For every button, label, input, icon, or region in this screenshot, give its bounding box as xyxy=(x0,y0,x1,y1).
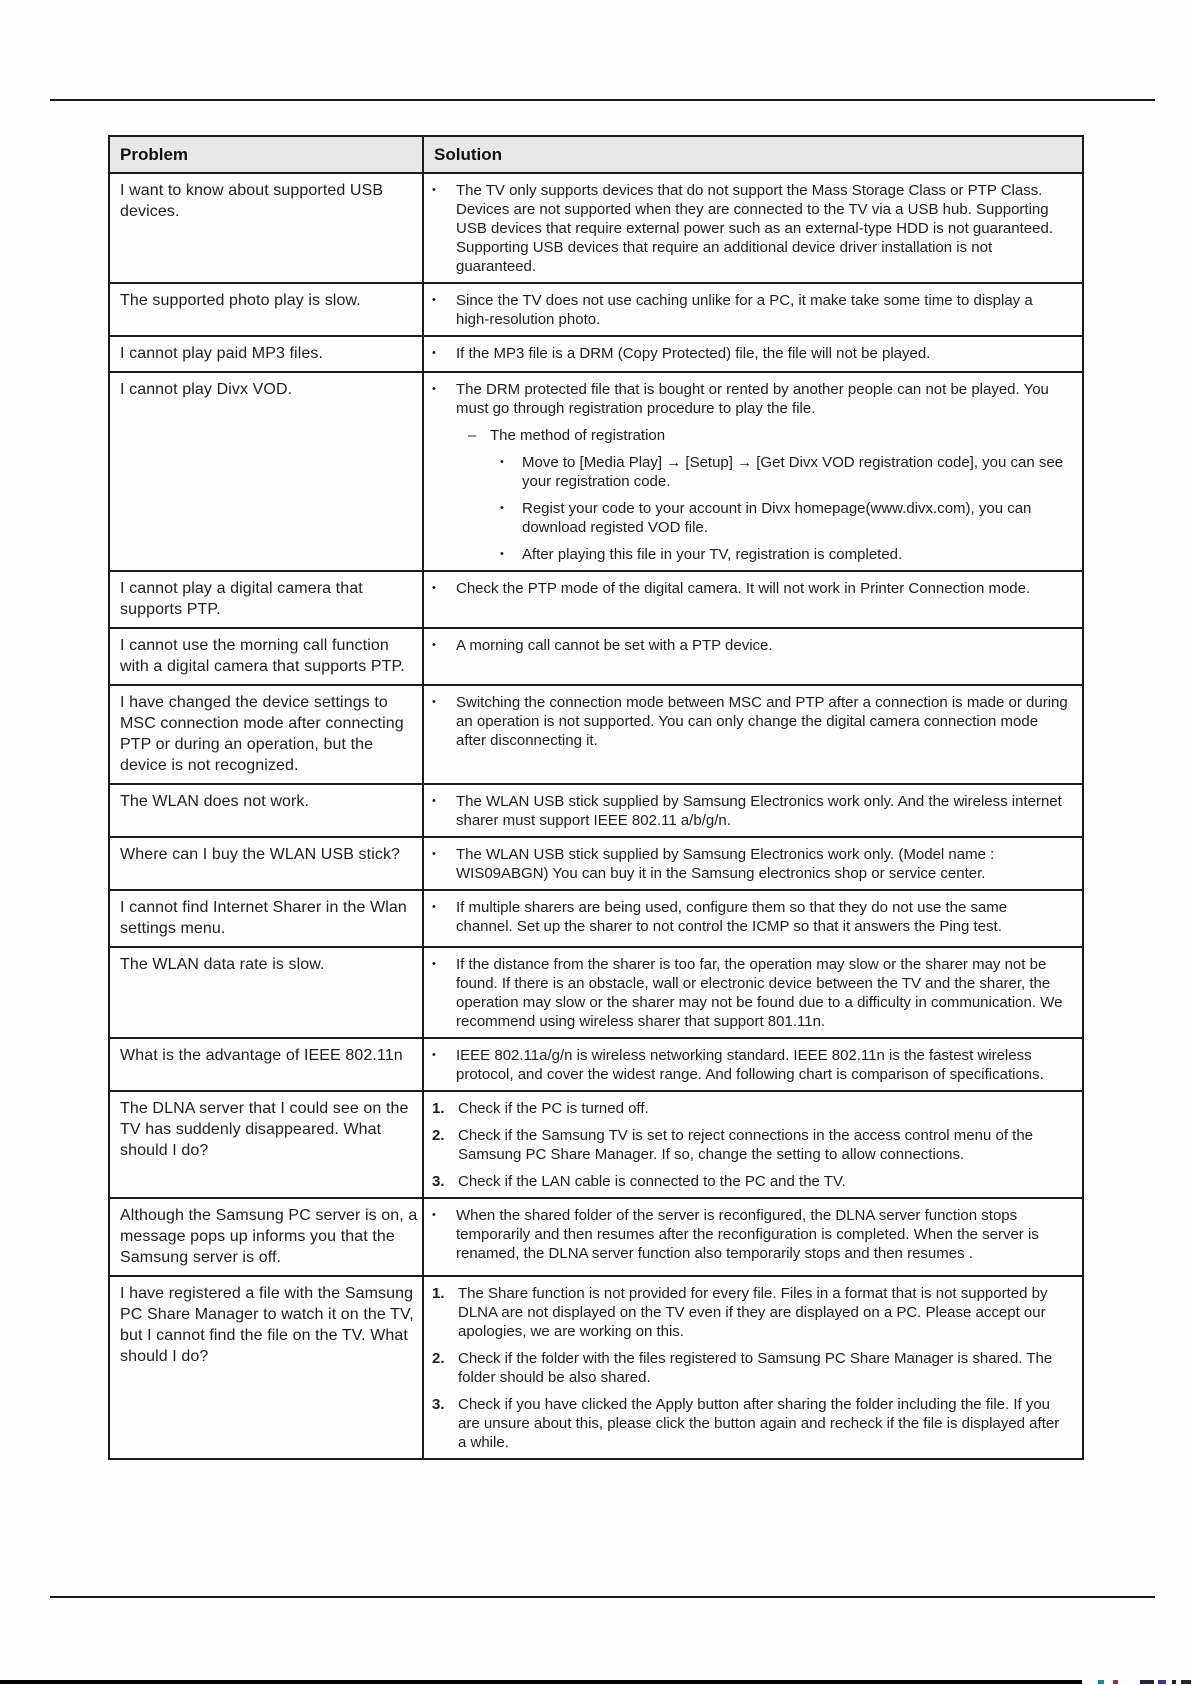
solution-text: After playing this file in your TV, registration is completed. xyxy=(522,546,903,563)
table-row xyxy=(109,837,1083,890)
problem-cell: I want to know about supported USB devices. xyxy=(109,173,423,283)
solution-cell xyxy=(423,837,1083,890)
problem-cell: The WLAN data rate is slow. xyxy=(109,947,423,1038)
dash-marker: – xyxy=(468,427,477,444)
solution-item xyxy=(430,1395,1068,1452)
table-row xyxy=(109,1276,1083,1459)
solution-item xyxy=(430,1206,1068,1263)
solution-item xyxy=(430,1099,1068,1118)
page-rule-top xyxy=(50,99,1155,101)
bullet-marker: • xyxy=(432,639,436,651)
table-row xyxy=(109,784,1083,837)
problem-column-header: Problem xyxy=(109,136,423,173)
problem-cell: The WLAN does not work. xyxy=(109,784,423,837)
scan-artifact xyxy=(1181,1680,1191,1684)
solution-column-header: Solution xyxy=(423,136,1083,173)
solution-text: If multiple sharers are being used, configure them so that they do not use the same channel. Set up the sharer to not control the ICMP so that it answers the Ping test. xyxy=(456,899,1008,935)
solution-text: Check if the Samsung TV is set to reject connections in the access control menu of the Samsung PC Share Manager. If so, change the setting to allow connections. xyxy=(458,1127,1034,1163)
bullet-marker: • xyxy=(432,347,436,359)
solution-text: Check if the PC is turned off. xyxy=(458,1100,649,1117)
solution-text: IEEE 802.11a/g/n is wireless networking standard. IEEE 802.11n is the fastest wireless protocol, and cover the widest range. And following chart is comparison of specifications. xyxy=(456,1047,1044,1083)
solution-item xyxy=(430,380,1068,418)
scan-artifact xyxy=(1172,1680,1176,1684)
table-header-row xyxy=(109,136,1083,173)
problem-cell: Where can I buy the WLAN USB stick? xyxy=(109,837,423,890)
bullet-marker: • xyxy=(432,795,436,807)
solution-cell xyxy=(423,890,1083,947)
page-rule-bottom xyxy=(50,1596,1155,1598)
solution-item xyxy=(430,898,1068,936)
number-marker: 3. xyxy=(432,1396,445,1413)
solution-text: Move to [Media Play] → [Setup] → [Get Divx VOD registration code], you can see your registration code. xyxy=(522,454,1064,490)
solution-text: Switching the connection mode between MSC and PTP after a connection is made or during an operation is not supported. You can only change the digital camera connection mode after disconnecting it. xyxy=(456,694,1068,749)
problem-cell: What is the advantage of IEEE 802.11n xyxy=(109,1038,423,1091)
solution-text: The TV only supports devices that do not support the Mass Storage Class or PTP Class. Devices are not supported when they are connected to the TV via a USB hub. Supporting USB devices that require external power such as an external-type HDD is not guaranteed. Supporting USB devices that require an additional device driver installation is not guaranteed. xyxy=(456,182,1053,275)
table-row xyxy=(109,336,1083,372)
solution-cell xyxy=(423,173,1083,283)
solution-text: The WLAN USB stick supplied by Samsung Electronics work only. And the wireless internet sharer must support IEEE 802.11 a/b/g/n. xyxy=(456,793,1062,829)
solution-cell xyxy=(423,947,1083,1038)
table-header xyxy=(109,136,1083,173)
table-row xyxy=(109,947,1083,1038)
faq-table-body xyxy=(109,173,1083,1459)
solution-item xyxy=(430,579,1068,598)
solution-text: The Share function is not provided for every file. Files in a format that is not supported by DLNA are not displayed on the TV even if they are displayed on a PC. Please accept our apologies, we are working on this. xyxy=(458,1285,1048,1340)
solution-cell xyxy=(423,784,1083,837)
table-row xyxy=(109,1198,1083,1276)
solution-text: Regist your code to your account in Divx homepage(www.divx.com), you can download registed VOD file. xyxy=(522,500,1032,536)
solution-text: A morning call cannot be set with a PTP device. xyxy=(456,637,773,654)
solution-cell xyxy=(423,1198,1083,1276)
problem-cell: I cannot find Internet Sharer in the Wlan settings menu. xyxy=(109,890,423,947)
bullet-marker: • xyxy=(432,901,436,913)
problem-cell: The supported photo play is slow. xyxy=(109,283,423,336)
table-row xyxy=(109,1091,1083,1198)
solution-text: Check if you have clicked the Apply button after sharing the folder including the file. If you are unsure about this, please click the button again and recheck if the file is displayed after a while. xyxy=(458,1396,1060,1451)
solution-item xyxy=(430,1172,1068,1191)
table-row xyxy=(109,685,1083,784)
solution-text: When the shared folder of the server is reconfigured, the DLNA server function stops temporarily and then resumes after the reconfiguration is completed. When the server is renamed, the DLNA server function also temporarily stops and then resumes . xyxy=(456,1207,1039,1262)
solution-cell xyxy=(423,685,1083,784)
solution-item xyxy=(498,545,1068,564)
solution-text: The WLAN USB stick supplied by Samsung Electronics work only. (Model name : WIS09ABGN) You can buy it in the Samsung electronics shop or service center. xyxy=(456,846,995,882)
bullet-marker: • xyxy=(432,582,436,594)
solution-item xyxy=(430,636,1068,655)
solution-cell xyxy=(423,628,1083,685)
table-row xyxy=(109,173,1083,283)
solution-text: Check the PTP mode of the digital camera. It will not work in Printer Connection mode. xyxy=(456,580,1031,597)
solution-cell xyxy=(423,1276,1083,1459)
solution-text: Check if the folder with the files registered to Samsung PC Share Manager is shared. The folder should be also shared. xyxy=(458,1350,1053,1386)
problem-cell: I cannot play paid MP3 files. xyxy=(109,336,423,372)
bullet-marker: • xyxy=(432,294,436,306)
solution-item xyxy=(430,1349,1068,1387)
solution-text: Since the TV does not use caching unlike for a PC, it make take some time to display a high-resolution photo. xyxy=(456,292,1033,328)
bullet-marker: • xyxy=(432,848,436,860)
solution-cell xyxy=(423,571,1083,628)
solution-item xyxy=(430,693,1068,750)
solution-text: If the MP3 file is a DRM (Copy Protected) file, the file will not be played. xyxy=(456,345,931,362)
scan-artifact xyxy=(1113,1680,1118,1684)
solution-cell xyxy=(423,372,1083,571)
solution-item xyxy=(466,426,1068,445)
bullet-marker: • xyxy=(432,184,436,196)
solution-cell xyxy=(423,336,1083,372)
table-row xyxy=(109,372,1083,571)
solution-item xyxy=(430,291,1068,329)
table-row xyxy=(109,1038,1083,1091)
problem-cell: I cannot use the morning call function with a digital camera that supports PTP. xyxy=(109,628,423,685)
scan-artifact xyxy=(1098,1680,1104,1684)
solution-item xyxy=(498,453,1068,491)
solution-item xyxy=(430,955,1068,1031)
bullet-marker: • xyxy=(500,548,504,560)
table-row xyxy=(109,571,1083,628)
bullet-marker: • xyxy=(500,456,504,468)
table-row xyxy=(109,890,1083,947)
solution-cell xyxy=(423,1091,1083,1198)
scan-artifact xyxy=(1158,1680,1166,1684)
solution-item xyxy=(430,845,1068,883)
bullet-marker: • xyxy=(500,502,504,514)
number-marker: 2. xyxy=(432,1127,445,1144)
troubleshooting-table xyxy=(108,135,1084,1460)
solution-text: The DRM protected file that is bought or rented by another people can not be played. You must go through registration procedure to play the file. xyxy=(456,381,1049,417)
solution-text: If the distance from the sharer is too far, the operation may slow or the sharer may not be found. If there is an obstacle, wall or electronic device between the TV and the sharer, the operation may slow or the sharer may not be found due to a difficulty in communication. We recommend using wireless sharer that support 801.11n. xyxy=(456,956,1063,1030)
problem-cell: I cannot play Divx VOD. xyxy=(109,372,423,571)
solution-item xyxy=(430,1046,1068,1084)
number-marker: 1. xyxy=(432,1285,445,1302)
table-row xyxy=(109,628,1083,685)
number-marker: 2. xyxy=(432,1350,445,1367)
problem-cell: The DLNA server that I could see on the TV has suddenly disappeared. What should I do? xyxy=(109,1091,423,1198)
bullet-marker: • xyxy=(432,696,436,708)
bullet-marker: • xyxy=(432,1049,436,1061)
number-marker: 3. xyxy=(432,1173,445,1190)
scan-artifact xyxy=(1140,1680,1154,1684)
scan-edge-bar xyxy=(0,1680,1082,1684)
bullet-marker: • xyxy=(432,383,436,395)
solution-cell xyxy=(423,283,1083,336)
solution-item xyxy=(430,344,1068,363)
problem-cell: Although the Samsung PC server is on, a message pops up informs you that the Samsung server is off. xyxy=(109,1198,423,1276)
bullet-marker: • xyxy=(432,1209,436,1221)
solution-item xyxy=(430,1284,1068,1341)
number-marker: 1. xyxy=(432,1100,445,1117)
solution-item xyxy=(430,1126,1068,1164)
solution-item xyxy=(498,499,1068,537)
solution-item xyxy=(430,181,1068,276)
solution-text: Check if the LAN cable is connected to the PC and the TV. xyxy=(458,1173,846,1190)
table-row xyxy=(109,283,1083,336)
problem-cell: I have registered a file with the Samsung PC Share Manager to watch it on the TV, but I cannot find the file on the TV. What should I do? xyxy=(109,1276,423,1459)
problem-cell: I have changed the device settings to MSC connection mode after connecting PTP or during an operation, but the device is not recognized. xyxy=(109,685,423,784)
bullet-marker: • xyxy=(432,958,436,970)
problem-cell: I cannot play a digital camera that supports PTP. xyxy=(109,571,423,628)
solution-cell xyxy=(423,1038,1083,1091)
solution-text: The method of registration xyxy=(490,427,666,444)
solution-item xyxy=(430,792,1068,830)
